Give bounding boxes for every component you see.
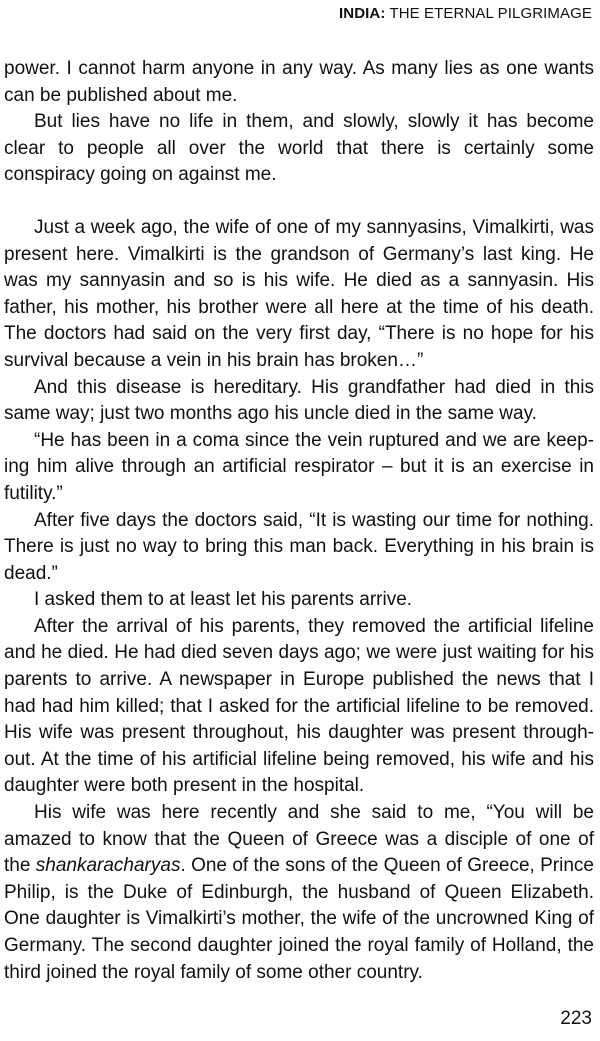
paragraph: I asked them to at least let his parents arrive.	[34, 589, 413, 611]
paragraph: After five days the doctors said, “It is wasting our time for nothing. There is just no way to bring this man back. Everything in his brain is dead.”	[4, 509, 594, 584]
paragraph: After the arrival of his parents, they removed the artificial lifeline and he died. He had died seven days ago; we were just waiting for his parents to arrive. A newspaper in Europe published the news that I had had him killed; that I asked for the artificial lifeline to be removed. His wife was present throughout, his daughter was present throughout. At the time of his artificial lifeline being removed, his wife and his daughter were both present in the hospital.	[4, 615, 594, 797]
paragraph-continued: power. I cannot harm anyone in any way. As many lies as one wants can be published about me.	[4, 58, 594, 106]
text-run: . One of the sons of the Queen of Greece, Prince Philip, is the Duke of Edinburgh, the husband of Queen Elizabeth. One daughter is Vimalkirti’s mother, the wife of the uncrowned King of Germany. The second daughter joined the royal family of Holland, the third joined the royal family of some other country.	[4, 855, 594, 983]
book-subtitle: THE ETERNAL PILGRIMAGE	[389, 5, 592, 22]
paragraph: “He has been in a coma since the vein ruptured and we are keeping him alive through an artificial respirator – but it is an exercise in futility.”	[4, 429, 594, 504]
paragraph: Just a week ago, the wife of one of my sannyasins, Vimalkirti, was present here. Vimalkirti is the grandson of Germany’s last king. He was my sannyasin and so is his wife. He died as a sannyasin. His father, his mother, his brother were all here at the time of his death. The doctors had said on the very first day, “There is no hope for his survival because a vein in his brain has broken…”	[4, 216, 594, 371]
italic-term: shankaracharyas	[35, 855, 181, 877]
paragraph: But lies have no life in them, and slowly, slowly it has become clear to people all over the world that there is certainly some conspiracy going on against me.	[4, 111, 594, 186]
book-title: INDIA:	[339, 5, 386, 22]
body-text	[4, 56, 594, 986]
page-number: 223	[560, 1008, 592, 1029]
running-head	[339, 5, 592, 22]
paragraph: And this disease is hereditary. His grandfather had died in this same way; just two months ago his uncle died in the same way.	[4, 376, 594, 425]
text-run: His wife was here recently and she said to me, “You will be amazed to know that the Queen of Greece was a disciple of one of the	[4, 802, 594, 877]
paragraph	[4, 800, 594, 986]
